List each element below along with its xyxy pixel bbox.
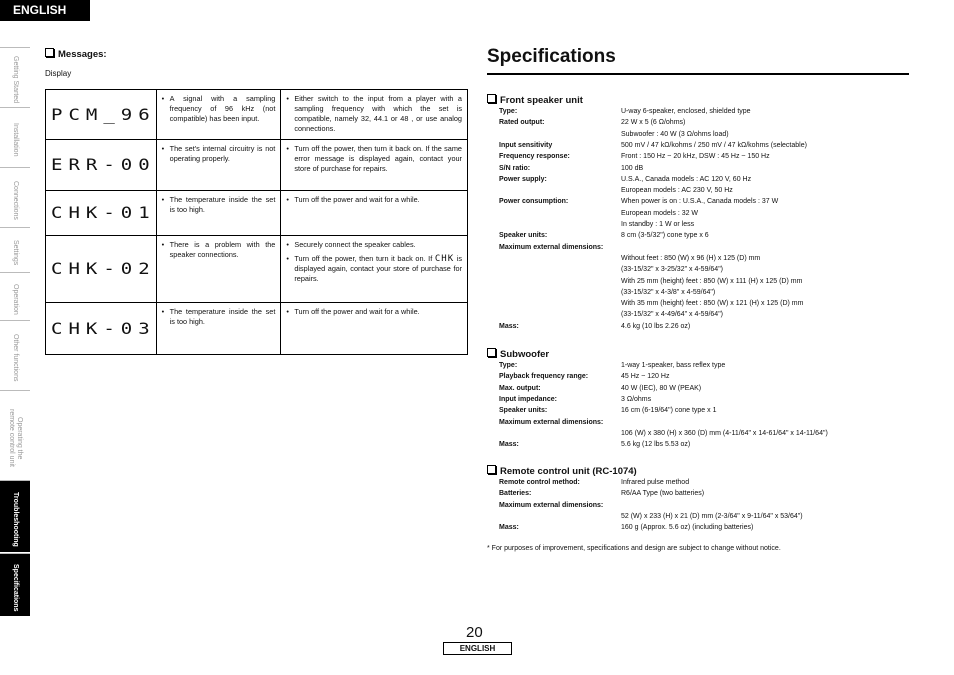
sidebar-item-label: Operating the remote control unit xyxy=(8,409,23,467)
list-item: • Turn off the power, then turn it back on. If the same error message is displayed again, contact your store of purchase for repairs. xyxy=(286,144,462,174)
spec-value: (33-15/32" x 4-3/8" x 4-59/64") xyxy=(621,288,716,296)
sidebar-item-label: Specifications xyxy=(12,563,19,612)
spec-key: Maximum external dimensions: xyxy=(499,243,604,251)
remedy-cell xyxy=(281,140,468,191)
list-item: • Either switch to the input from a player with a sampling frequency with which the set is compatible, namely 32, 44.1 or 48 , or use analog connections. xyxy=(286,94,462,134)
table-row xyxy=(46,236,468,303)
footnote: * For purposes of improvement, specifications and design are subject to change without notice. xyxy=(487,545,781,552)
spec-value: U-way 6-speaker, enclosed, shielded type xyxy=(621,108,751,115)
sidebar-item-label: Troubleshooting xyxy=(12,491,19,547)
list-item xyxy=(286,254,462,284)
spec-key: Type: xyxy=(499,108,518,115)
spec-key: Max. output: xyxy=(499,384,541,392)
sidebar-item-label: Installation xyxy=(12,123,19,157)
spec-value: Without feet : 850 (W) x 96 (H) x 125 (D) mm xyxy=(621,254,761,262)
spec-value: 4.6 kg (10 lbs 2.26 oz) xyxy=(621,322,691,330)
spec-value: 45 Hz ~ 120 Hz xyxy=(621,373,670,381)
list-item: • Turn off the power and wait for a while. xyxy=(286,307,462,317)
lcd-display: PCM_96 xyxy=(51,105,156,124)
subwoofer-heading-text: Subwoofer xyxy=(500,349,550,360)
spec-value: In standby : 1 W or less xyxy=(621,221,695,228)
sidebar-item-getting-started[interactable] xyxy=(0,47,30,107)
checkbox-square-icon xyxy=(487,465,496,474)
page-number: 20 xyxy=(466,624,483,641)
spec-value: European models : 32 W xyxy=(621,209,699,217)
spec-value: U.S.A., Canada models : AC 120 V, 60 Hz xyxy=(621,175,752,183)
cause-cell xyxy=(156,140,281,191)
spec-value: (33-15/32" x 3-25/32" x 4-59/64") xyxy=(621,266,724,274)
spec-key: Input impedance: xyxy=(499,395,557,403)
spec-value: 100 dB xyxy=(621,164,644,172)
sidebar-item-label: Other functions xyxy=(12,334,19,382)
list-item: • Turn off the power and wait for a while. xyxy=(286,195,462,205)
sidebar-item-other-functions[interactable] xyxy=(0,320,30,390)
sidebar-item-remote-control[interactable] xyxy=(0,390,30,480)
sidebar-item-operation[interactable] xyxy=(0,272,30,320)
spec-value: 8 cm (3-5/32") cone type x 6 xyxy=(621,232,709,240)
spec-value: 40 W (IEC), 80 W (PEAK) xyxy=(621,384,702,392)
spec-value: 500 mV / 47 kΩ/kohms / 250 mV / 47 kΩ/kohms (selectable) xyxy=(621,141,807,149)
subwoofer-heading xyxy=(487,348,549,360)
lcd-display: CHK-01 xyxy=(51,203,156,223)
footer-language-label: ENGLISH xyxy=(443,642,512,655)
list-item: • The temperature inside the set is too high. xyxy=(162,307,276,327)
spec-value: When power is on : U.S.A., Canada models : 37 W xyxy=(621,198,779,206)
display-cell xyxy=(46,236,157,303)
sidebar-item-installation[interactable] xyxy=(0,107,30,167)
lcd-display: ERR-00 xyxy=(51,155,156,175)
display-cell xyxy=(46,303,157,355)
front-speaker-heading-text: Front speaker unit xyxy=(500,95,583,106)
spec-value: 16 cm (6-19/64") cone type x 1 xyxy=(621,407,717,415)
spec-value: 5.6 kg (12 lbs 5.53 oz) xyxy=(621,441,691,449)
messages-heading xyxy=(45,48,107,60)
spec-value: Front : 150 Hz ~ 20 kHz, DSW : 45 Hz ~ 150 Hz xyxy=(621,153,770,161)
spec-value: With 25 mm (height) feet : 850 (W) x 111 (H) x 125 (D) mm xyxy=(621,277,803,285)
remedy-text: Turn off the power, then turn it back on. If xyxy=(294,254,433,263)
cause-cell xyxy=(156,236,281,303)
spec-key: Power supply: xyxy=(499,175,547,183)
table-row xyxy=(46,90,468,140)
display-label: Display xyxy=(45,69,72,78)
sidebar-item-troubleshooting[interactable] xyxy=(0,480,30,552)
list-item: • A signal with a sampling frequency of 96 kHz (not compatible) has been input. xyxy=(162,94,276,124)
spec-value: (33-15/32" x 4-49/64" x 4-59/64") xyxy=(621,311,724,319)
spec-key: Maximum external dimensions: xyxy=(499,501,604,509)
spec-key: Rated output: xyxy=(499,119,545,127)
display-cell xyxy=(46,90,157,140)
spec-value: 160 g (Approx. 5.6 oz) (including batteries) xyxy=(621,524,754,532)
spec-value: 3 Ω/ohms xyxy=(621,395,652,403)
lcd-display: CHK-03 xyxy=(51,319,156,338)
spec-key: Mass: xyxy=(499,322,519,330)
checkbox-square-icon xyxy=(487,348,496,357)
inline-lcd-display: CHK xyxy=(434,254,455,264)
remedy-cell xyxy=(281,191,468,236)
sidebar-item-connections[interactable] xyxy=(0,167,30,227)
table-row xyxy=(46,191,468,236)
display-cell xyxy=(46,191,157,236)
sidebar-item-specifications[interactable] xyxy=(0,553,30,616)
cause-cell xyxy=(156,90,281,140)
spec-value: European models : AC 230 V, 50 Hz xyxy=(621,187,733,195)
display-cell xyxy=(46,140,157,191)
remedy-text: is displayed again, contact your store of purchase for repairs. xyxy=(294,254,463,283)
spec-key: Frequency response: xyxy=(499,153,570,161)
spec-key: Playback frequency range: xyxy=(499,373,589,381)
spec-key: Input sensitivity xyxy=(499,141,553,149)
title-divider xyxy=(487,73,909,75)
spec-key: Maximum external dimensions: xyxy=(499,418,604,426)
sidebar-item-label: Getting Started xyxy=(12,56,19,104)
list-item: • The set's internal circuitry is not operating properly. xyxy=(162,144,276,164)
sidebar-item-settings[interactable] xyxy=(0,227,30,272)
page-title: Specifications xyxy=(487,46,616,67)
spec-key: Speaker units: xyxy=(499,232,548,240)
cause-cell xyxy=(156,191,281,236)
messages-table xyxy=(45,89,468,355)
spec-value: 1-way 1-speaker, bass reflex type xyxy=(621,362,726,369)
remote-heading-text: Remote control unit (RC-1074) xyxy=(500,466,637,477)
remedy-cell xyxy=(281,303,468,355)
sidebar-item-label: Settings xyxy=(12,239,19,266)
checkbox-square-icon xyxy=(487,94,496,103)
front-speaker-heading xyxy=(487,94,583,106)
spec-key: Type: xyxy=(499,362,518,369)
sidebar-item-label: Connections xyxy=(12,180,19,220)
spec-key: Speaker units: xyxy=(499,407,548,415)
list-item: • Securely connect the speaker cables. xyxy=(286,240,462,250)
table-row xyxy=(46,140,468,191)
spec-value: 52 (W) x 233 (H) x 21 (D) mm (2-3/64" x 9-11/64" x 53/64") xyxy=(621,512,803,520)
messages-heading-text: Messages: xyxy=(58,49,107,60)
spec-key: Remote control method: xyxy=(499,479,580,486)
spec-key: Batteries: xyxy=(499,490,532,498)
lcd-display: CHK-02 xyxy=(51,259,156,279)
table-row xyxy=(46,303,468,355)
remedy-cell xyxy=(281,236,468,303)
spec-value: 22 W x 5 (6 Ω/ohms) xyxy=(621,119,686,127)
remote-heading xyxy=(487,465,637,477)
spec-value: Subwoofer : 40 W (3 Ω/ohms load) xyxy=(621,130,729,138)
spec-key: Mass: xyxy=(499,441,519,449)
spec-key: Power consumption: xyxy=(499,198,569,206)
spec-value: Infrared pulse method xyxy=(621,479,690,486)
spec-key: S/N ratio: xyxy=(499,164,531,172)
list-item: • The temperature inside the set is too high. xyxy=(162,195,276,215)
language-tab: ENGLISH xyxy=(0,0,90,21)
cause-cell xyxy=(156,303,281,355)
spec-value: 106 (W) x 380 (H) x 360 (D) mm (4-11/64" x 14-61/64" x 14-11/64") xyxy=(621,429,828,437)
sidebar-item-label: Operation xyxy=(12,283,19,315)
checkbox-square-icon xyxy=(45,48,54,57)
spec-key: Mass: xyxy=(499,524,519,532)
remedy-cell xyxy=(281,90,468,140)
spec-value: With 35 mm (height) feet : 850 (W) x 121 (H) x 125 (D) mm xyxy=(621,300,804,308)
spec-value: R6/AA Type (two batteries) xyxy=(621,490,705,498)
list-item: • There is a problem with the speaker connections. xyxy=(162,240,276,260)
